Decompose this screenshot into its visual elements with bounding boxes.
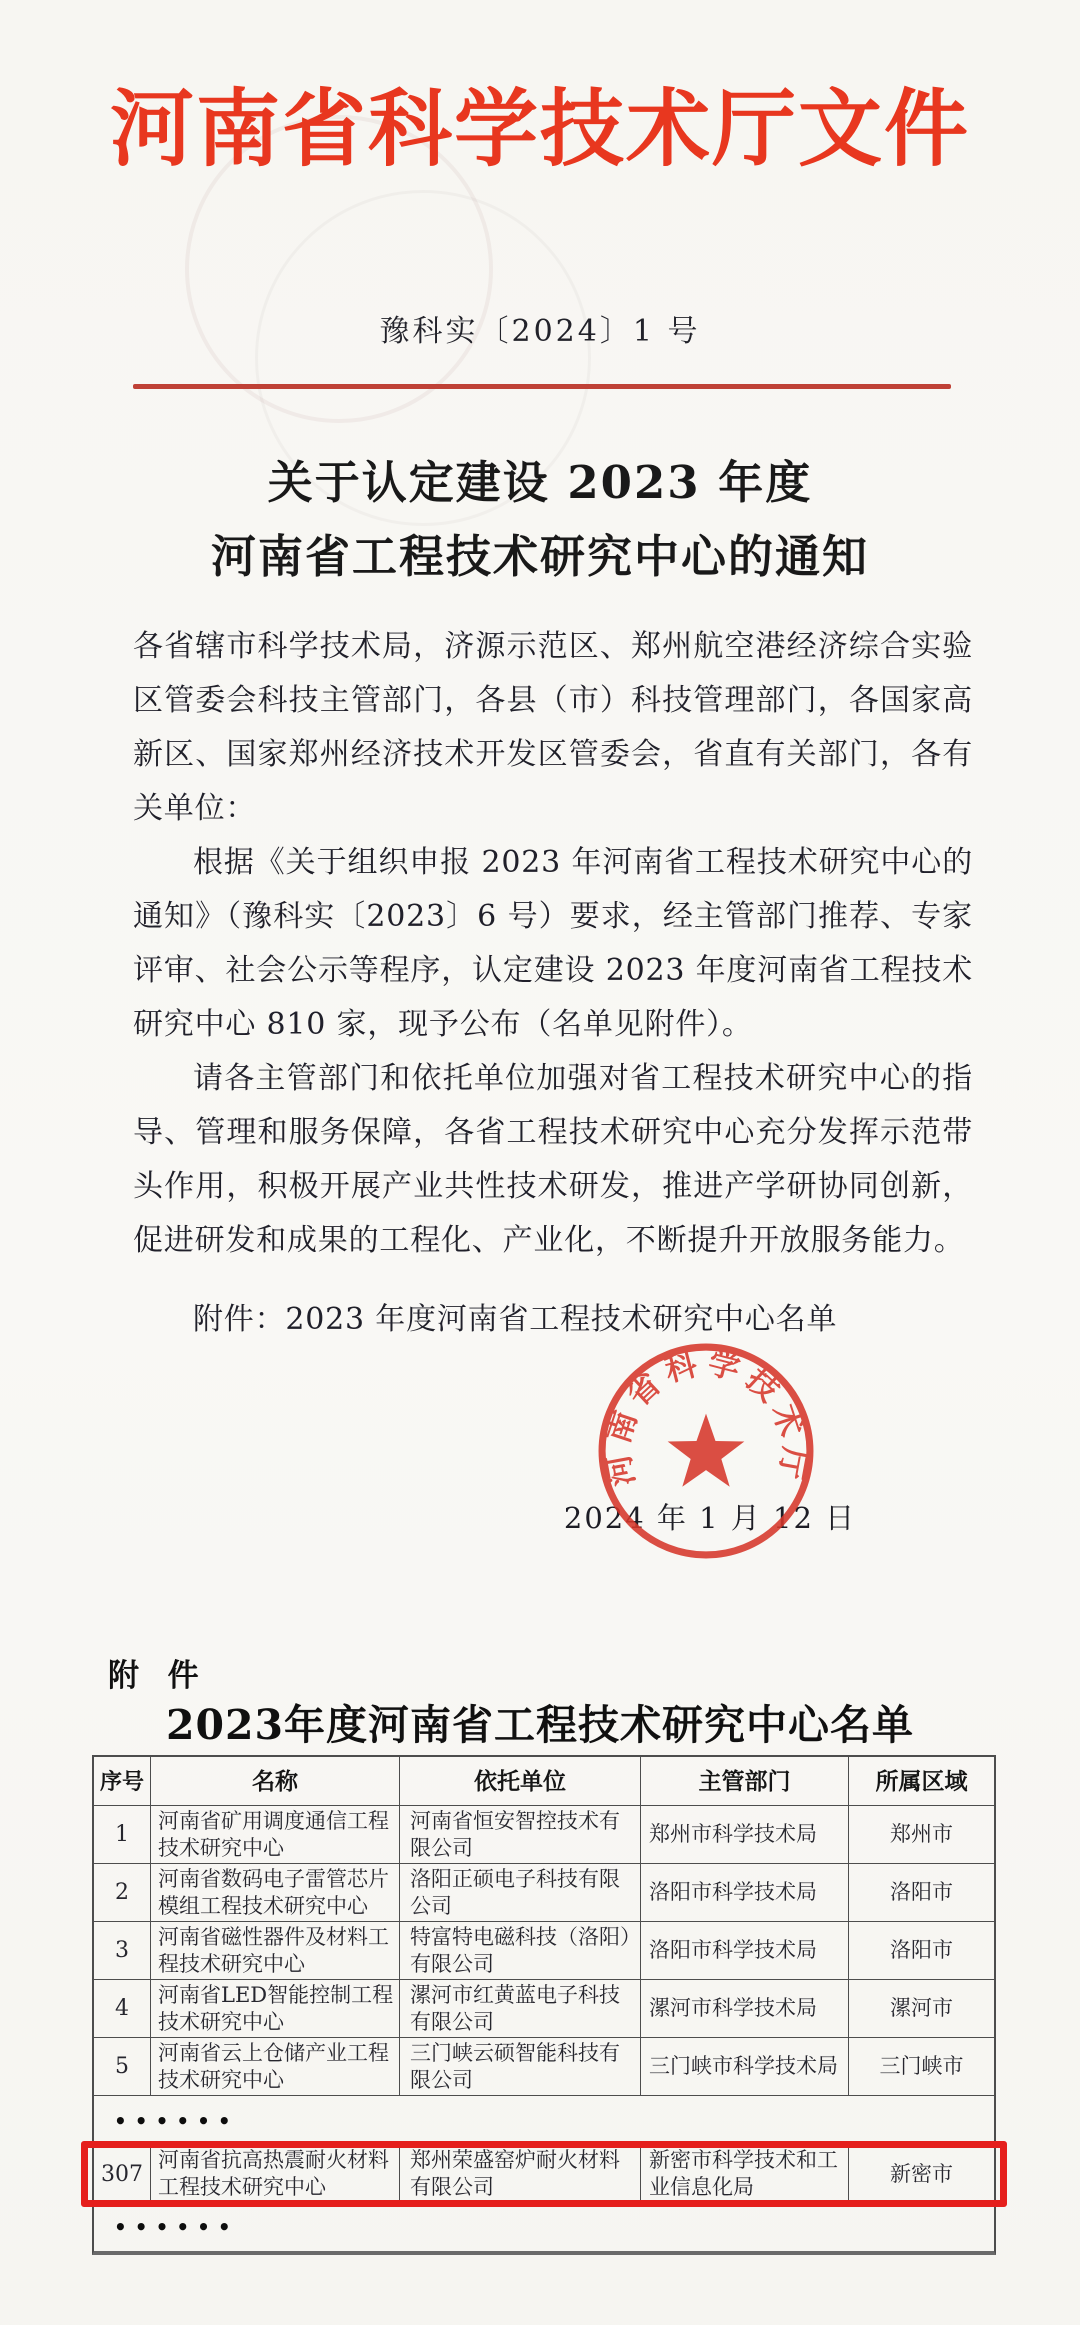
cell-no: 3 bbox=[115, 1938, 129, 1963]
cell-dept: 洛阳市科学技术局 bbox=[640, 1864, 848, 1921]
cell-org: 河南省恒安智控技术有限公司 bbox=[399, 1806, 640, 1863]
cell-name: 河南省磁性器件及材料工程技术研究中心 bbox=[150, 1922, 399, 1979]
cell-region: 郑州市 bbox=[848, 1806, 994, 1863]
table-row-307 bbox=[94, 2146, 994, 2202]
notice-title-line1: 关于认定建设 2023 年度 bbox=[267, 456, 813, 509]
header-cell-no: 序号 bbox=[99, 1768, 144, 1794]
attachment-reference: 附件：2023 年度河南省工程技术研究中心名单 bbox=[193, 1302, 838, 1337]
cell-no: 1 bbox=[115, 1822, 129, 1847]
cell-org: 郑州荣盛窑炉耐火材料有限公司 bbox=[399, 2146, 640, 2202]
table-row bbox=[94, 1979, 994, 2037]
cell-dept: 漯河市科学技术局 bbox=[640, 1980, 848, 2037]
ellipsis-row bbox=[94, 2202, 994, 2251]
ellipsis-row bbox=[94, 2095, 994, 2146]
appendix-label: 附 件 bbox=[108, 1658, 209, 1693]
cell-org: 洛阳正硕电子科技有限公司 bbox=[399, 1864, 640, 1921]
cell-region: 洛阳市 bbox=[848, 1864, 994, 1921]
cell-name: 河南省抗高热震耐火材料工程技术研究中心 bbox=[150, 2146, 399, 2202]
cell-region: 新密市 bbox=[848, 2146, 994, 2202]
cell-region: 三门峡市 bbox=[848, 2038, 994, 2095]
red-divider-line bbox=[133, 384, 951, 389]
seal-star-icon bbox=[668, 1414, 745, 1487]
cell-no: 2 bbox=[115, 1880, 129, 1905]
letterhead-title: 河南省科学技术厅文件 bbox=[109, 79, 970, 178]
table-row bbox=[94, 1805, 994, 1863]
cell-dept: 三门峡市科学技术局 bbox=[640, 2038, 848, 2095]
cell-org: 三门峡云硕智能科技有限公司 bbox=[399, 2038, 640, 2095]
table-row bbox=[94, 1863, 994, 1921]
seal-text: 河南省科学技术厅 bbox=[599, 1344, 813, 1489]
ellipsis-dots: •••••• bbox=[114, 2215, 239, 2239]
document-number: 豫科实〔2024〕1 号 bbox=[379, 314, 701, 349]
header-cell-dept: 主管部门 bbox=[640, 1757, 848, 1805]
header-cell-name: 名称 bbox=[150, 1757, 399, 1805]
paragraph-basis: 根据《关于组织申报 2023 年河南省工程技术研究中心的通知》（豫科实〔2023〕6 号）要求，经主管部门推荐、专家评审、社会公示等程序，认定建设 2023 年度河南省工程技术研究中心 810 家，现予公布（名单见附件）。 bbox=[133, 845, 973, 1042]
highlighted-row-wrapper bbox=[94, 2146, 994, 2202]
issue-date: 2024 年 1 月 12 日 bbox=[563, 1501, 857, 1535]
ellipsis-dots: •••••• bbox=[114, 2109, 239, 2133]
cell-name: 河南省数码电子雷管芯片模组工程技术研究中心 bbox=[150, 1864, 399, 1921]
cell-name: 河南省LED智能控制工程技术研究中心 bbox=[150, 1980, 399, 2037]
cell-region: 洛阳市 bbox=[848, 1922, 994, 1979]
table-header-row bbox=[94, 1757, 994, 1805]
cell-org: 漯河市红黄蓝电子科技有限公司 bbox=[399, 1980, 640, 2037]
cell-no: 4 bbox=[115, 1996, 129, 2021]
cell-name: 河南省云上仓储产业工程技术研究中心 bbox=[150, 2038, 399, 2095]
paragraph-requirements: 请各主管部门和依托单位加强对省工程技术研究中心的指导、管理和服务保障，各省工程技术研究中心充分发挥示范带头作用，积极开展产业共性技术研发，推进产学研协同创新，促进研发和成果的工程化、产业化，不断提升开放服务能力。 bbox=[133, 1061, 973, 1258]
table-row bbox=[94, 2037, 994, 2095]
cell-dept: 新密市科学技术和工业信息化局 bbox=[640, 2146, 848, 2202]
paragraph-addressees: 各省辖市科学技术局，济源示范区、郑州航空港经济综合实验区管委会科技主管部门，各县（市）科技管理部门，各国家高新区、国家郑州经济技术开发区管委会，省直有关部门，各有关单位： bbox=[133, 629, 973, 826]
cell-name: 河南省矿用调度通信工程技术研究中心 bbox=[150, 1806, 399, 1863]
header-cell-region: 所属区域 bbox=[848, 1757, 994, 1805]
cell-region: 漯河市 bbox=[848, 1980, 994, 2037]
header-cell-org: 依托单位 bbox=[399, 1757, 640, 1805]
notice-title-line2: 河南省工程技术研究中心的通知 bbox=[210, 530, 869, 583]
cell-dept: 郑州市科学技术局 bbox=[640, 1806, 848, 1863]
cell-dept: 洛阳市科学技术局 bbox=[640, 1922, 848, 1979]
official-seal bbox=[595, 1340, 817, 1562]
appendix-table-title: 2023年度河南省工程技术研究中心名单 bbox=[165, 1701, 915, 1749]
cell-no: 307 bbox=[101, 2161, 143, 2187]
cell-org: 特富特电磁科技（洛阳）有限公司 bbox=[399, 1922, 640, 1979]
table-row bbox=[94, 1921, 994, 1979]
cell-no: 5 bbox=[115, 2054, 129, 2079]
centers-table bbox=[92, 1755, 996, 2255]
notice-body bbox=[133, 620, 973, 1268]
